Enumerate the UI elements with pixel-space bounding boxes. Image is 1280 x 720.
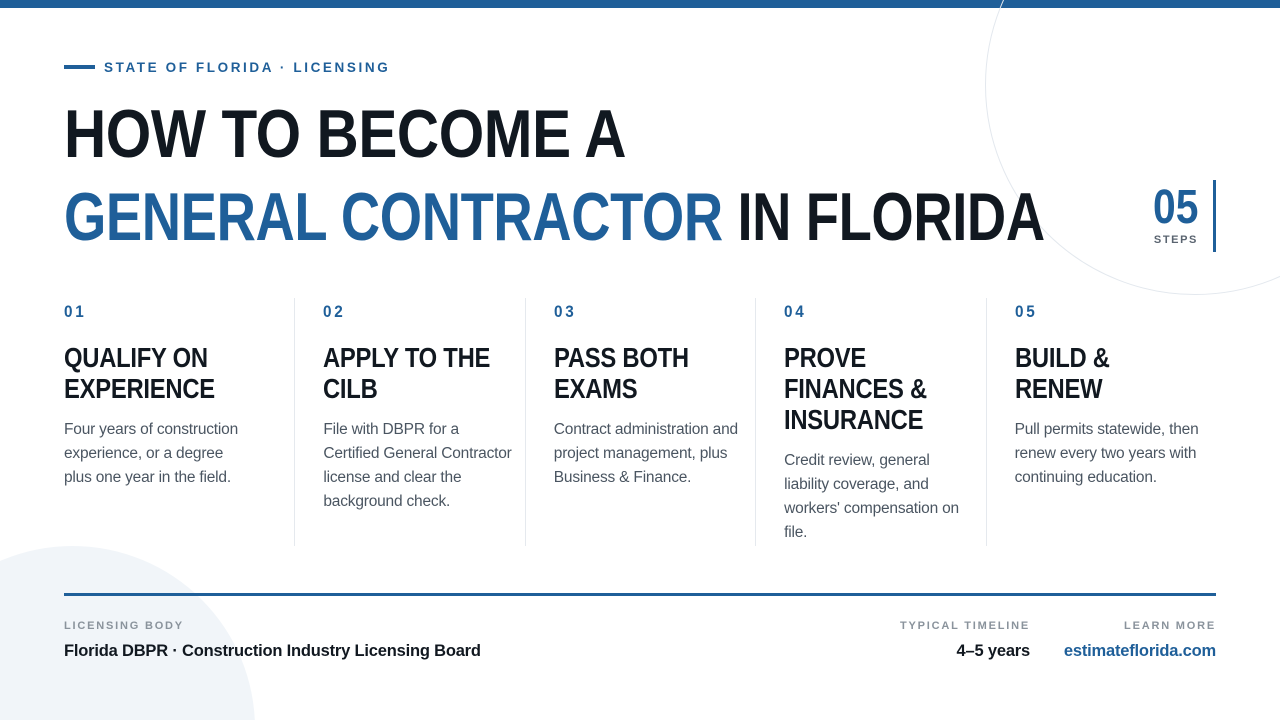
licensing-body-value: Florida DBPR · Construction Industry Licensing Board: [64, 642, 481, 660]
step-title: PROVE FINANCES & INSURANCE: [784, 342, 928, 435]
page-title-line-1: HOW TO BECOME A: [64, 96, 627, 172]
licensing-body-label: LICENSING BODY: [64, 620, 184, 632]
step-title: PASS BOTH EXAMS: [553, 342, 689, 404]
title-rest: IN FLORIDA: [722, 179, 1045, 255]
step-description: File with DBPR for a Certified General Contractor license and clear the background check.: [323, 421, 512, 510]
kicker: [64, 58, 390, 76]
step-number: 01: [64, 302, 87, 321]
step-description: Pull permits statewide, then renew every two years with continuing education.: [1014, 421, 1199, 486]
step-card: [525, 298, 755, 546]
step-description: Four years of construction experience, or a degree plus one year in the field.: [64, 421, 238, 486]
steps-count-badge: [1140, 180, 1216, 252]
step-description: Credit review, general liability coverage, and workers' compensation on file.: [784, 452, 959, 541]
footer-divider: [64, 593, 1216, 596]
step-card: [986, 298, 1216, 546]
title-accent: GENERAL CONTRACTOR: [64, 179, 723, 255]
step-card: [64, 298, 294, 546]
steps-count-label: STEPS: [1153, 234, 1198, 246]
step-number: 05: [1014, 302, 1037, 321]
step-title: APPLY TO THE CILB: [323, 342, 491, 404]
timeline-value: 4–5 years: [956, 642, 1030, 660]
step-title: QUALIFY ON EXPERIENCE: [64, 342, 215, 404]
steps-row: [64, 298, 1216, 546]
timeline-label: TYPICAL TIMELINE: [899, 620, 1030, 632]
steps-count-rule: [1213, 180, 1216, 252]
kicker-text: STATE OF FLORIDA · LICENSING: [104, 59, 391, 75]
step-number: 02: [323, 302, 346, 321]
page-title-line-2: [64, 177, 1045, 257]
step-number: 03: [553, 302, 577, 321]
decorative-circle-fill: [0, 546, 255, 720]
learn-more-label: LEARN MORE: [1124, 620, 1216, 632]
step-card: [755, 298, 985, 546]
step-title: BUILD & RENEW: [1014, 342, 1110, 404]
step-description: Contract administration and project management, plus Business & Finance.: [553, 421, 738, 486]
steps-count-number: 05: [1152, 181, 1198, 234]
kicker-rule: [64, 65, 95, 69]
step-number: 04: [784, 302, 807, 321]
learn-more-link[interactable]: estimateflorida.com: [1063, 642, 1216, 660]
step-card: [294, 298, 524, 546]
